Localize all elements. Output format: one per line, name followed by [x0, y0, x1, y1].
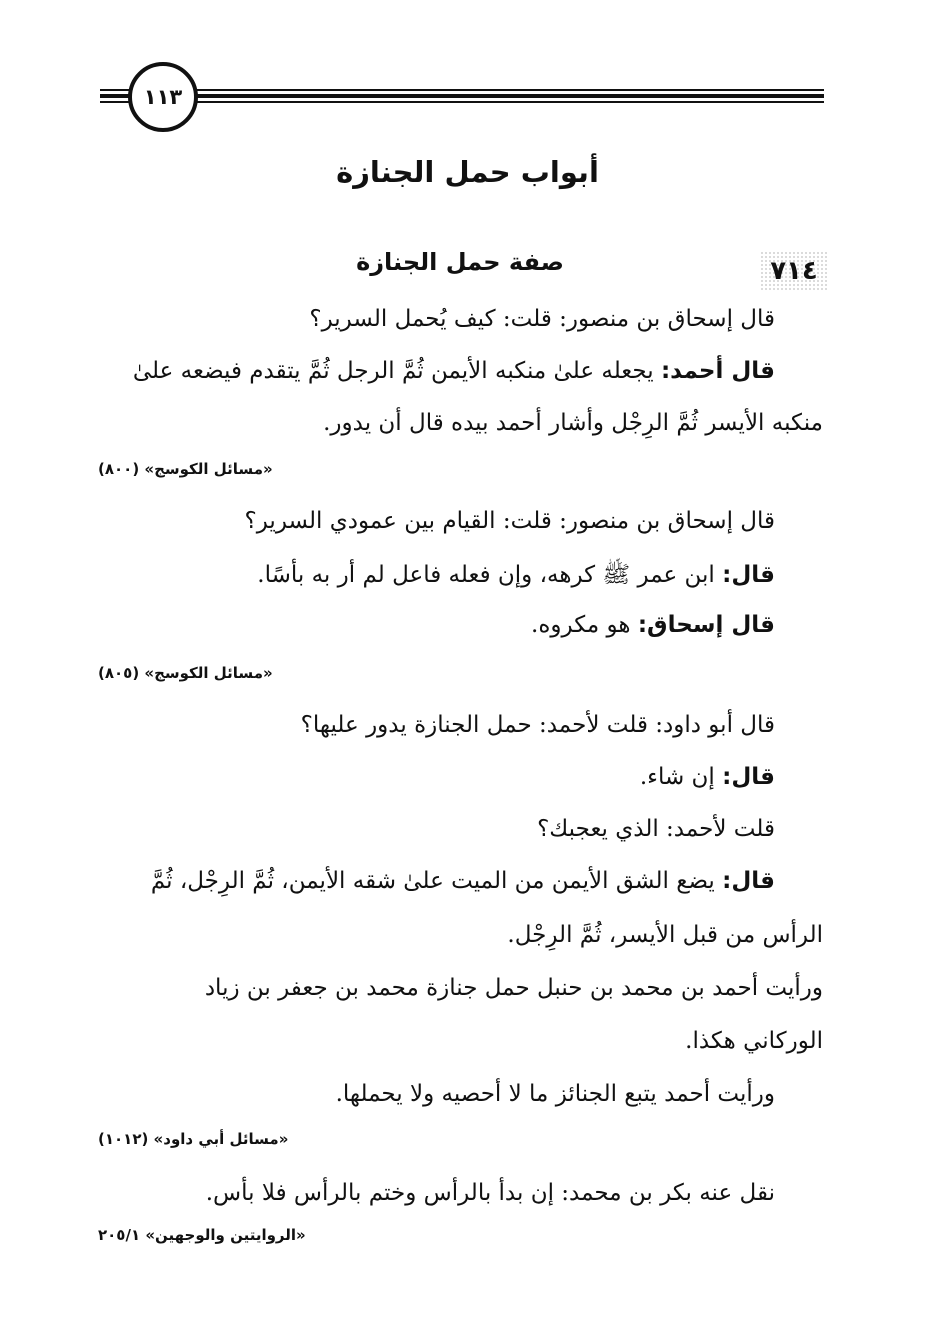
section-heading: صفة حمل الجنازة	[356, 248, 564, 276]
text-line: قال إسحاق بن منصور: قلت: كيف يُحمل السرير؟	[309, 306, 775, 332]
page-title: أبواب حمل الجنازة	[336, 155, 599, 189]
text-line: الرأس من قبل الأيسر، ثُمَّ الرِجْل.	[507, 922, 823, 948]
text-line: قال: ابن عمر ﷺ كرهه، وإن فعله فاعل لم أر به بأسًا.	[257, 562, 775, 588]
source-citation: «مسائل الكوسج» (٨٠٥)	[98, 664, 273, 682]
page-number: ١١٣	[143, 85, 183, 109]
text-line: قال أحمد: يجعله علىٰ منكبه الأيمن ثُمَّ الرجل ثُمَّ يتقدم فيضعه علىٰ	[132, 358, 775, 384]
text-line: قال أبو داود: قلت لأحمد: حمل الجنازة يدور عليها؟	[300, 712, 775, 738]
text-line: الوركاني هكذا.	[685, 1028, 823, 1054]
text-line: قال: إن شاء.	[639, 764, 775, 790]
text-line: نقل عنه بكر بن محمد: إن بدأ بالرأس وختم بالرأس فلا بأس.	[205, 1180, 775, 1206]
header-rule-thin-bottom	[100, 101, 824, 103]
text-line: قال: يضع الشق الأيمن من الميت علىٰ شقه الأيمن، ثُمَّ الرِجْل، ثُمَّ	[150, 868, 775, 894]
section-number: ٧١٤	[760, 251, 828, 291]
source-citation: «مسائل أبي داود» (١٠١٢)	[98, 1130, 289, 1148]
text-line: قال إسحاق بن منصور: قلت: القيام بين عمودي السرير؟	[244, 508, 775, 534]
header-rule-thin-top	[100, 89, 824, 91]
page-number-badge	[128, 62, 198, 132]
text-line: منكبه الأيسر ثُمَّ الرِجْل وأشار أحمد بيده قال أن يدور.	[323, 410, 823, 436]
text-line: قال إسحاق: هو مكروه.	[531, 612, 775, 638]
text-line: ورأيت أحمد بن محمد بن حنبل حمل جنازة محمد بن جعفر بن زياد	[204, 975, 823, 1001]
header-rule-thick	[100, 94, 824, 98]
source-citation: «الروايتين والوجهين» ٢٠٥/١	[98, 1226, 306, 1244]
text-line: قلت لأحمد: الذي يعجبك؟	[537, 816, 775, 842]
text-line: ورأيت أحمد يتبع الجنائز ما لا أحصيه ولا يحملها.	[335, 1081, 775, 1107]
source-citation: «مسائل الكوسج» (٨٠٠)	[98, 460, 273, 478]
